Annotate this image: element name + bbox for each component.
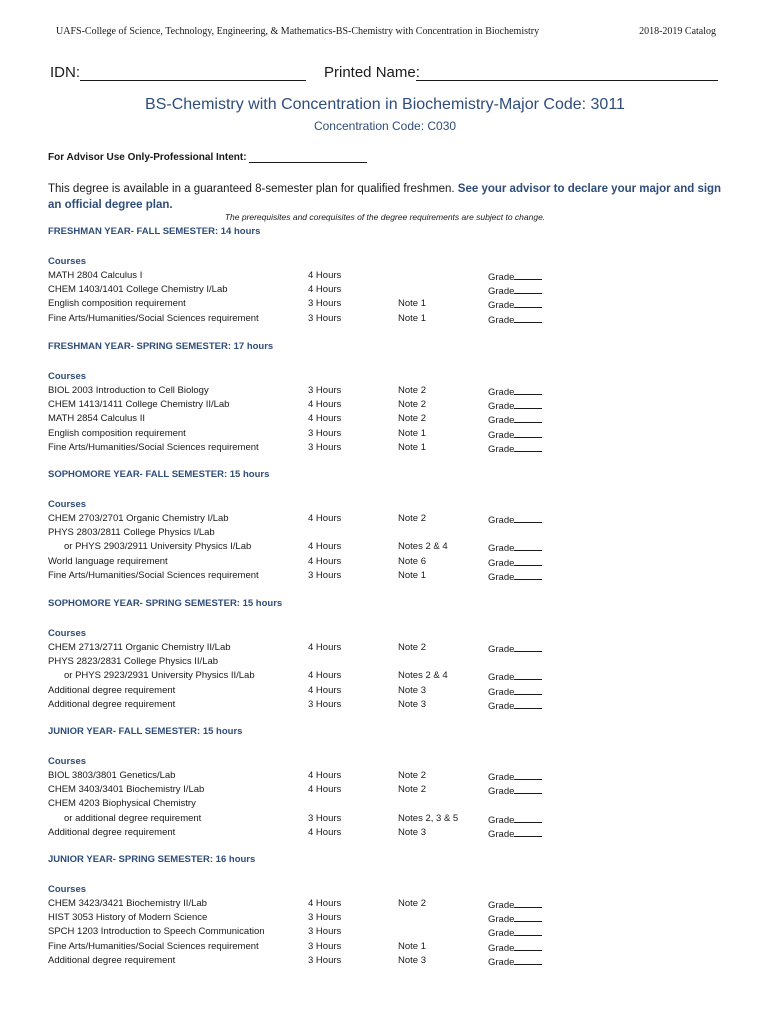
course-name: CHEM 3403/3401 Biochemistry I/Lab <box>48 784 205 796</box>
grade-label: Grade <box>488 956 515 968</box>
course-hours: 3 Hours <box>308 912 342 924</box>
grade-blank-line[interactable] <box>514 428 542 438</box>
grade-field[interactable] <box>488 670 542 683</box>
grade-blank-line[interactable] <box>514 685 542 695</box>
course-row <box>0 527 770 541</box>
grade-field[interactable] <box>488 570 542 583</box>
grade-label: Grade <box>488 772 515 783</box>
course-note: Note 2 <box>398 898 426 909</box>
course-row <box>0 541 770 555</box>
course-row <box>0 926 770 940</box>
course-name: CHEM 3423/3421 Biochemistry II/Lab <box>48 898 207 909</box>
grade-label: Grade <box>488 415 515 427</box>
grade-label: Grade <box>488 644 515 655</box>
semester-heading: FRESHMAN YEAR- FALL SEMESTER: 14 hours <box>48 226 261 237</box>
grade-blank-line[interactable] <box>514 699 542 709</box>
course-row <box>0 556 770 570</box>
course-hours: 4 Hours <box>308 826 342 838</box>
course-hours: 3 Hours <box>308 954 342 966</box>
grade-label: Grade <box>488 314 515 326</box>
course-name: BIOL 3803/3801 Genetics/Lab <box>48 770 176 781</box>
grade-label: Grade <box>488 828 515 840</box>
course-hours: 4 Hours <box>308 670 342 682</box>
course-name: MATH 2854 Calculus II <box>48 413 145 425</box>
course-hours: 4 Hours <box>308 784 342 796</box>
course-note: Note 2 <box>398 642 426 653</box>
course-row <box>0 784 770 798</box>
grade-blank-line[interactable] <box>514 541 542 551</box>
grade-field[interactable] <box>488 898 542 911</box>
grade-blank-line[interactable] <box>514 898 542 908</box>
grade-field[interactable] <box>488 955 542 968</box>
course-note: Note 2 <box>398 399 426 411</box>
course-name: BIOL 2003 Introduction to Cell Biology <box>48 385 209 396</box>
course-hours: 4 Hours <box>308 684 342 696</box>
course-hours: 3 Hours <box>308 441 342 453</box>
grade-blank-line[interactable] <box>514 784 542 794</box>
grade-label: Grade <box>488 557 515 569</box>
course-row <box>0 798 770 812</box>
courses-label: Courses <box>48 756 87 767</box>
grade-field[interactable] <box>488 313 542 326</box>
grade-field[interactable] <box>488 770 542 783</box>
grade-label: Grade <box>488 429 515 441</box>
course-row <box>0 642 770 656</box>
course-hours: 4 Hours <box>308 770 342 781</box>
grade-label: Grade <box>488 942 515 954</box>
course-name: CHEM 1403/1401 College Chemistry I/Lab <box>48 284 228 296</box>
course-note: Note 1 <box>398 569 426 581</box>
grade-blank-line[interactable] <box>514 642 542 652</box>
course-name: CHEM 2703/2701 Organic Chemistry I/Lab <box>48 513 229 524</box>
course-row <box>0 413 770 427</box>
course-note: Note 6 <box>398 555 426 567</box>
course-hours: 3 Hours <box>308 298 342 310</box>
course-hours: 4 Hours <box>308 555 342 567</box>
course-row <box>0 313 770 327</box>
grade-field[interactable] <box>488 941 542 954</box>
printed-name-field[interactable] <box>416 80 718 81</box>
course-row <box>0 813 770 827</box>
course-name: Fine Arts/Humanities/Social Sciences requirement <box>48 441 259 453</box>
grade-label: Grade <box>488 515 515 526</box>
grade-field[interactable] <box>488 784 542 797</box>
course-note: Note 1 <box>398 940 426 952</box>
advisor-intent <box>48 152 367 163</box>
course-name: or PHYS 2903/2911 University Physics I/Lab <box>64 541 252 553</box>
grade-blank-line[interactable] <box>514 955 542 965</box>
id-row <box>50 62 720 86</box>
intro-text: This degree is available in a guaranteed 8-semester plan for qualified freshmen. <box>48 183 455 195</box>
grade-blank-line[interactable] <box>514 670 542 680</box>
grade-field[interactable] <box>488 813 542 826</box>
course-hours: 3 Hours <box>308 427 342 439</box>
course-hours: 3 Hours <box>308 312 342 324</box>
course-row <box>0 399 770 413</box>
grade-field[interactable] <box>488 428 542 441</box>
course-name: CHEM 2713/2711 Organic Chemistry II/Lab <box>48 642 231 653</box>
grade-field[interactable] <box>488 399 542 412</box>
grade-label: Grade <box>488 900 515 911</box>
course-hours: 3 Hours <box>308 385 342 396</box>
course-note: Note 2 <box>398 513 426 524</box>
grade-field[interactable] <box>488 513 542 526</box>
grade-label: Grade <box>488 686 515 698</box>
grade-blank-line[interactable] <box>514 513 542 523</box>
course-row <box>0 685 770 699</box>
printed-name-label: Printed Name: <box>324 64 420 81</box>
grade-label: Grade <box>488 543 515 555</box>
grade-blank-line[interactable] <box>514 912 542 922</box>
grade-label: Grade <box>488 672 515 684</box>
course-note: Notes 2 & 4 <box>398 670 448 682</box>
grade-blank-line[interactable] <box>514 284 542 294</box>
course-note: Note 2 <box>398 784 426 796</box>
courses-label: Courses <box>48 371 87 382</box>
course-name: World language requirement <box>48 555 168 567</box>
course-name: Additional degree requirement <box>48 698 176 710</box>
course-row <box>0 912 770 926</box>
grade-blank-line[interactable] <box>514 813 542 823</box>
grade-label: Grade <box>488 443 515 455</box>
grade-blank-line[interactable] <box>514 770 542 780</box>
course-row <box>0 513 770 527</box>
grade-field[interactable] <box>488 926 542 939</box>
course-name: HIST 3053 History of Modern Science <box>48 912 208 924</box>
grade-field[interactable] <box>488 685 542 698</box>
grade-label: Grade <box>488 928 515 940</box>
course-note: Note 1 <box>398 427 426 439</box>
course-row <box>0 284 770 298</box>
grade-blank-line[interactable] <box>514 926 542 936</box>
course-name: Fine Arts/Humanities/Social Sciences requirement <box>48 312 259 324</box>
course-name: Additional degree requirement <box>48 826 176 838</box>
course-note: Note 2 <box>398 385 426 396</box>
course-hours: 3 Hours <box>308 940 342 952</box>
grade-blank-line[interactable] <box>514 556 542 566</box>
course-hours: 3 Hours <box>308 569 342 581</box>
course-note: Note 3 <box>398 954 426 966</box>
grade-field[interactable] <box>488 912 542 925</box>
idn-label: IDN: <box>50 64 80 81</box>
grade-blank-line[interactable] <box>514 270 542 280</box>
course-row <box>0 898 770 912</box>
intro-emphasis: See your advisor to declare your major and sign an official degree plan. <box>48 183 722 211</box>
course-row <box>0 428 770 442</box>
grade-blank-line[interactable] <box>514 827 542 837</box>
grade-field[interactable] <box>488 270 542 283</box>
course-hours: 4 Hours <box>308 642 342 653</box>
header-program: UAFS-College of Science, Technology, Engineering, & Mathematics-BS-Chemistry with Concentration in Biochemistry <box>56 26 540 37</box>
course-note: Note 2 <box>398 770 426 781</box>
grade-label: Grade <box>488 700 515 712</box>
course-name: PHYS 2823/2831 College Physics II/Lab <box>48 656 219 668</box>
advisor-intent-field[interactable] <box>249 152 367 163</box>
course-row <box>0 385 770 399</box>
semester-heading: JUNIOR YEAR- FALL SEMESTER: 15 hours <box>48 726 243 737</box>
course-name: Fine Arts/Humanities/Social Sciences requirement <box>48 569 259 581</box>
course-hours: 4 Hours <box>308 513 342 524</box>
course-hours: 4 Hours <box>308 399 342 411</box>
grade-blank-line[interactable] <box>514 385 542 395</box>
course-name: SPCH 1203 Introduction to Speech Communication <box>48 926 265 938</box>
grade-field[interactable] <box>488 284 542 297</box>
course-hours: 4 Hours <box>308 284 342 296</box>
grade-field[interactable] <box>488 413 542 426</box>
course-row <box>0 670 770 684</box>
course-hours: 4 Hours <box>308 270 342 281</box>
grade-label: Grade <box>488 300 515 312</box>
semester-heading: JUNIOR YEAR- SPRING SEMESTER: 16 hours <box>48 854 256 865</box>
course-hours: 3 Hours <box>308 698 342 710</box>
course-hours: 3 Hours <box>308 926 342 938</box>
grade-label: Grade <box>488 914 515 926</box>
advisor-label: For Advisor Use Only-Professional Intent: <box>48 152 247 163</box>
intro-paragraph <box>48 181 728 213</box>
courses-label: Courses <box>48 499 87 510</box>
concentration-code: Concentration Code: C030 <box>313 119 457 133</box>
course-name: Additional degree requirement <box>48 954 176 966</box>
idn-field[interactable] <box>80 80 306 81</box>
course-name: or additional degree requirement <box>64 812 202 824</box>
course-row <box>0 442 770 456</box>
course-note: Note 3 <box>398 698 426 710</box>
course-name: CHEM 1413/1411 College Chemistry II/Lab <box>48 399 230 411</box>
course-row <box>0 270 770 284</box>
grade-label: Grade <box>488 571 515 583</box>
grade-label: Grade <box>488 786 515 798</box>
grade-field[interactable] <box>488 642 542 655</box>
grade-field[interactable] <box>488 298 542 311</box>
course-name: Additional degree requirement <box>48 684 176 696</box>
course-note: Note 1 <box>398 312 426 324</box>
grade-blank-line[interactable] <box>514 399 542 409</box>
course-note: Note 1 <box>398 441 426 453</box>
grade-field[interactable] <box>488 541 542 554</box>
grade-blank-line[interactable] <box>514 313 542 323</box>
grade-field[interactable] <box>488 556 542 569</box>
grade-blank-line[interactable] <box>514 570 542 580</box>
semester-heading: SOPHOMORE YEAR- FALL SEMESTER: 15 hours <box>48 469 270 480</box>
grade-field[interactable] <box>488 385 542 398</box>
course-hours: 4 Hours <box>308 413 342 425</box>
course-name: PHYS 2803/2811 College Physics I/Lab <box>48 527 215 539</box>
course-name: English composition requirement <box>48 427 186 439</box>
course-name: MATH 2804 Calculus I <box>48 270 143 281</box>
course-hours: 3 Hours <box>308 812 342 824</box>
course-name: or PHYS 2923/2931 University Physics II/Lab <box>64 670 255 682</box>
grade-blank-line[interactable] <box>514 941 542 951</box>
grade-label: Grade <box>488 286 515 298</box>
grade-label: Grade <box>488 387 515 398</box>
semester-heading: SOPHOMORE YEAR- SPRING SEMESTER: 15 hours <box>48 598 283 609</box>
grade-label: Grade <box>488 272 515 283</box>
course-name: Fine Arts/Humanities/Social Sciences requirement <box>48 940 259 952</box>
grade-field[interactable] <box>488 827 542 840</box>
course-note: Note 3 <box>398 684 426 696</box>
course-row <box>0 955 770 969</box>
grade-blank-line[interactable] <box>514 413 542 423</box>
grade-blank-line[interactable] <box>514 442 542 452</box>
courses-label: Courses <box>48 628 87 639</box>
grade-field[interactable] <box>488 442 542 455</box>
grade-label: Grade <box>488 401 515 413</box>
page-header <box>56 26 716 42</box>
grade-field[interactable] <box>488 699 542 712</box>
grade-label: Grade <box>488 814 515 826</box>
courses-label: Courses <box>48 256 87 267</box>
course-hours: 4 Hours <box>308 541 342 553</box>
course-note: Note 2 <box>398 413 426 425</box>
course-row <box>0 298 770 312</box>
course-note: Notes 2 & 4 <box>398 541 448 553</box>
semester-heading: FRESHMAN YEAR- SPRING SEMESTER: 17 hours <box>48 341 274 352</box>
course-row <box>0 656 770 670</box>
course-note: Note 1 <box>398 298 426 310</box>
course-row <box>0 941 770 955</box>
page-title: BS-Chemistry with Concentration in Biochemistry-Major Code: 3011 <box>145 96 625 113</box>
course-row <box>0 699 770 713</box>
course-note: Note 3 <box>398 826 426 838</box>
courses-label: Courses <box>48 884 87 895</box>
course-note: Notes 2, 3 & 5 <box>398 812 459 824</box>
course-row <box>0 570 770 584</box>
grade-blank-line[interactable] <box>514 298 542 308</box>
course-hours: 4 Hours <box>308 898 342 909</box>
course-name: English composition requirement <box>48 298 186 310</box>
course-row <box>0 770 770 784</box>
course-name: CHEM 4203 Biophysical Chemistry <box>48 798 196 810</box>
prerequisites-note: The prerequisites and corequisites of the degree requirements are subject to change. <box>224 212 546 222</box>
header-catalog-year: 2018-2019 Catalog <box>639 26 716 37</box>
course-row <box>0 827 770 841</box>
